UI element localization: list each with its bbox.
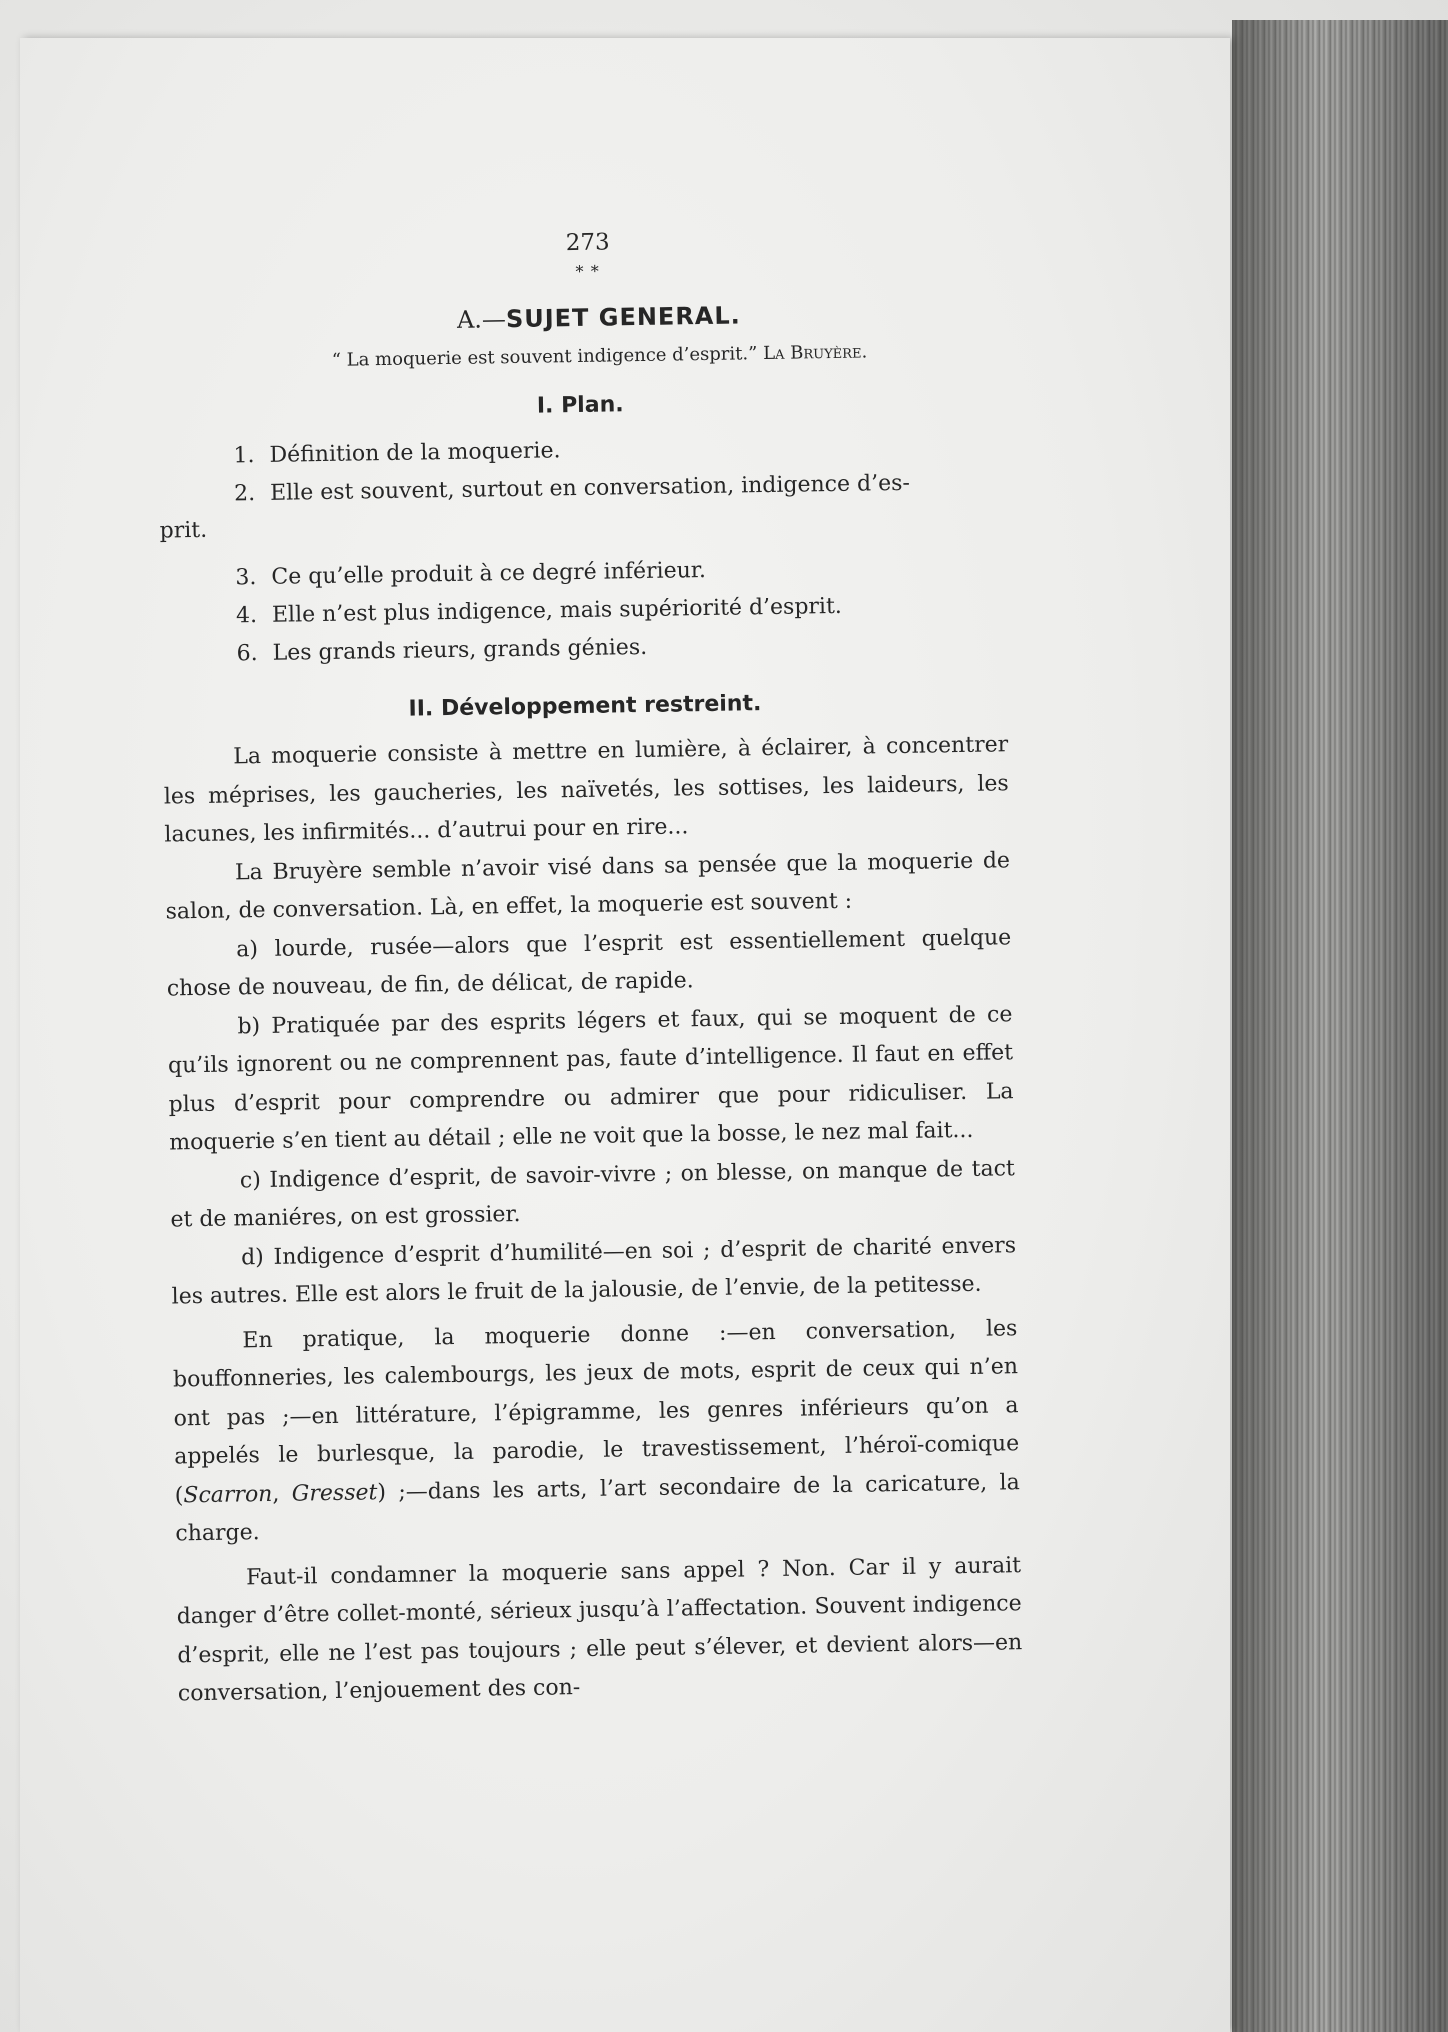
development-heading: II. Développement restreint. [408,691,762,722]
book-page-edges [1232,20,1448,2032]
epigraph [197,339,1002,373]
author-name: Gresset [291,1479,378,1507]
paragraph-point-b: b) Pratiquée par des esprits légers et faux, qui se moquent de ce qu’ils ignorent ou ne comprennent pas, faute d’intelligence. Il faut en effet plus d’esprit pour comprendre ou admirer que pour ridiculiser. La moquerie s’en tient au détail ; elle ne voit que la bosse, le nez mal fait... [167,1001,1014,1156]
paragraph-point-d: d) Indigence d’esprit d’humilité—en soi ; d’esprit de charité envers les autres. Elle est alors le fruit de la jalousie, de l’envie, de la petitesse. [171,1232,1017,1310]
paragraph: La Bruyère semble n’avoir visé dans sa pensée que la moquerie de salon, de conversation. Là, en effet, la moquerie est souvent : [165,847,1011,925]
paragraph: Faut-il condamner la moquerie sans appel ? Non. Car il y aurait danger d’être collet-monté, sérieux jusqu’à l’affectation. Souvent indigence d’esprit, elle ne l’est pas toujours ; elle peut s’élever, et devient alors—en conversation, l’enjouement des con- [176,1552,1023,1707]
plan-list [158,425,1007,674]
paragraph-text: En pratique, la moquerie donne :—en conversation, les bouffonneries, les calembourgs, les jeux de mots, esprit de ceux qui n’en ont pas ;—en littérature, l’épigramme, les genres inférieurs qu’on a appelés le burlesque, la parodie, le travestissement, l’héroï-comique ( [172,1315,1020,1508]
paragraph [172,1310,1021,1554]
section-title-prefix: A.— [456,305,507,334]
plan-item-number: 4. [235,603,258,629]
plan-item-number: 1. [233,443,255,469]
epigraph-quote: “ La moquerie est souvent indigence d’esprit.” [331,343,758,371]
plan-item-number: 2. [233,481,256,507]
paragraph-text: ) ;—dans les arts, l’art secondaire de la caricature, la charge. [175,1469,1020,1547]
paragraph: La moquerie consiste à mettre en lumière, à éclairer, à concentrer les méprises, les gaucheries, les naïvetés, les sottises, les laideurs, les lacunes, les infirmités... d’autrui pour en rire... [163,732,1009,848]
plan-item-continuation: prit. [159,517,208,544]
section-title-main: SUJET GENERAL. [505,301,742,334]
plan-item-text: Définition de la moquerie. [269,438,561,468]
separator: , [272,1481,293,1507]
author-name: Scarron [183,1481,273,1508]
plan-item-text: Elle est souvent, surtout en conversation, indigence d’es- [269,470,911,506]
plan-heading: I. Plan. [536,392,624,419]
plan-item-text: Ce qu’elle produit à ce degré inférieur. [271,557,707,590]
epigraph-author: La Bruyère. [762,341,868,365]
plan-item-number: 3. [235,565,257,591]
page-number: 273 [565,229,610,257]
paragraph-point-c: c) Indigence d’esprit, de savoir-vivre ; on blesse, on manque de tact et de maniéres, on est grossier. [170,1155,1015,1233]
section-title [196,297,1001,338]
plan-item-text: Elle n’est plus indigence, mais supériorité d’esprit. [271,593,843,628]
page-content [155,223,1023,1714]
paragraph-point-a: a) lourde, rusée—alors que l’esprit est essentiellement quelque chose de nouveau, de fin, de délicat, de rapide. [166,924,1012,1002]
ornament-asterism: * * [575,261,601,281]
plan-item-text: Les grands rieurs, grands génies. [272,634,648,666]
plan-item-number: 6. [236,641,258,667]
